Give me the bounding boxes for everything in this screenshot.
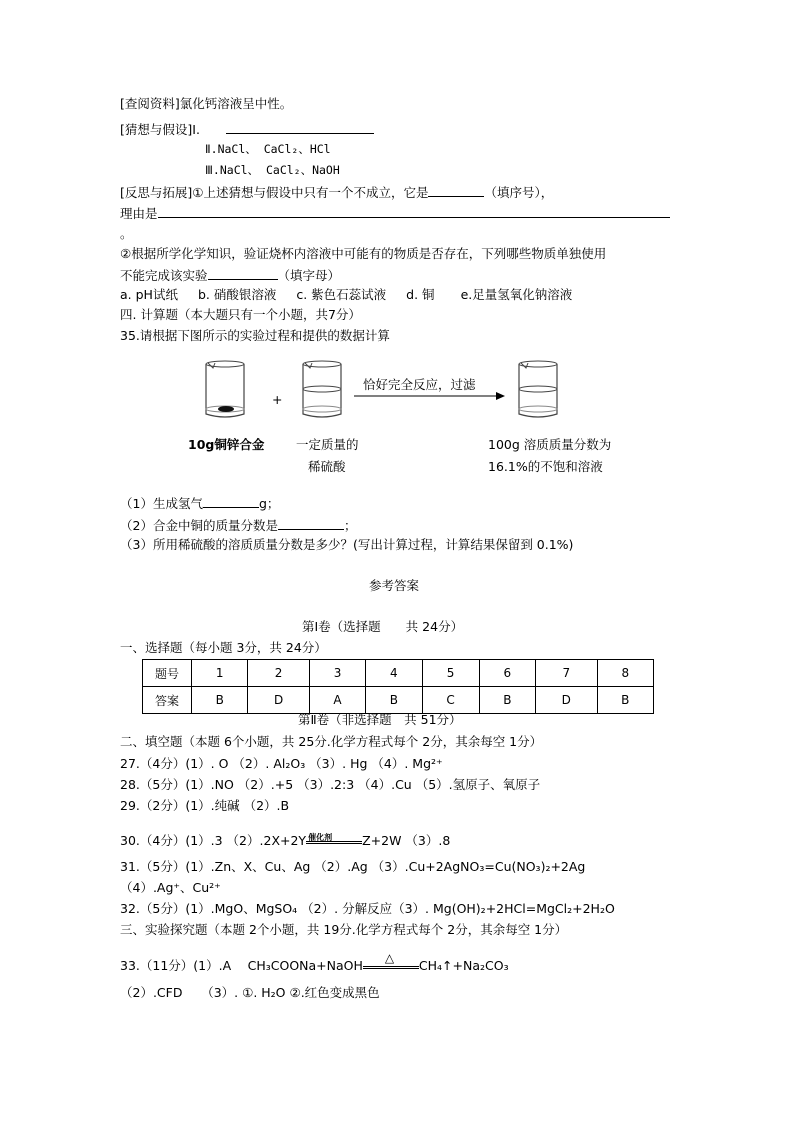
sub-question-1 [120, 494, 279, 512]
reflection-2-line1: ②根据所学化学知识，验证烧杯内溶液中可能有的物质是否存在，下列哪些物质单独使用 [120, 246, 607, 261]
table-cell: 3 [309, 660, 365, 687]
hypothesis-3: Ⅲ.NaCl、 CaCl₂、NaOH [205, 163, 340, 177]
hypothesis-2: Ⅱ.NaCl、 CaCl₂、HCl [205, 142, 331, 156]
arrow-label: 恰好完全反应，过滤 [363, 377, 476, 392]
hypothesis-1 [120, 120, 374, 138]
reflection-hint: （填字母） [277, 268, 341, 283]
table-cell: 5 [422, 660, 479, 687]
options-line [120, 287, 572, 303]
table-cell: 8 [597, 660, 653, 687]
plus-sign: + [272, 392, 283, 407]
caption-alloy: 10g铜锌合金 [188, 437, 265, 452]
table-row [143, 687, 654, 714]
reason-label: 理由是 [120, 206, 158, 221]
punct: ； [343, 518, 357, 533]
table-cell: D [536, 687, 597, 714]
caption-solution-2: 16.1%的不饱和溶液 [488, 459, 603, 474]
table-row [143, 660, 654, 687]
option-a: a. pH试纸 [120, 287, 178, 302]
answer-text: Z+2W （3）.8 [362, 833, 451, 848]
answer-text: CH₄↑+Na₂CO₃ [418, 958, 509, 973]
answer-33 [120, 950, 509, 975]
answer-blank[interactable] [278, 516, 344, 530]
volume-2-heading: 第Ⅱ卷（非选择题 共 51分） [298, 712, 462, 727]
catalyst-label: 催化剂 [308, 832, 333, 842]
heat-symbol: △ [384, 950, 395, 965]
hypothesis-label: [猜想与假设]Ⅰ. [120, 122, 200, 137]
answer-28: 28.（5分）(1）.NO （2）.+5 （3）.2:3 （4）.Cu （5）.氢原子、氧原子 [120, 777, 541, 792]
table-cell: A [309, 687, 365, 714]
caption-acid-2: 稀硫酸 [308, 459, 346, 474]
row-label: 题号 [143, 660, 192, 687]
row-label: 答案 [143, 687, 192, 714]
answers-title: 参考答案 [369, 578, 420, 593]
period: 。 [120, 226, 133, 241]
beaker-acid-icon [297, 358, 347, 420]
catalyst-equals [306, 834, 362, 850]
reason-line [120, 204, 670, 222]
table-cell: 2 [248, 660, 309, 687]
table-cell: 7 [536, 660, 597, 687]
section-3-heading: 三、实验探究题（本题 2个小题，共 19分.化学方程式每个 2分，其余每空 1分） [120, 922, 568, 937]
table-cell: 4 [366, 660, 422, 687]
answer-text: 30.（4分）(1）.3 （2）.2X+2Y [120, 833, 307, 848]
beaker-solution-icon [513, 358, 563, 420]
answer-27: 27.（4分）(1）. O （2）. Al₂O₃ （3）. Hg （4）. Mg²⁺ [120, 756, 443, 771]
caption-solution-1: 100g 溶质质量分数为 [488, 437, 612, 452]
answer-blank[interactable] [158, 204, 670, 218]
table-cell: 1 [192, 660, 248, 687]
answer-blank[interactable] [203, 494, 259, 508]
option-e: e.足量氢氧化钠溶液 [460, 287, 573, 302]
answer-31-part4: （4）.Ag⁺、Cu²⁺ [120, 880, 221, 895]
option-c: c. 紫色石蕊试液 [296, 287, 387, 302]
sub-question-text: （1）生成氢气 [120, 496, 203, 511]
unit: g； [258, 496, 280, 511]
table-cell: B [597, 687, 653, 714]
answer-29: 29.（2分）(1）.纯碱 （2）.B [120, 798, 290, 813]
volume-1-heading: 第Ⅰ卷（选择题 共 24分） [302, 619, 464, 634]
reflection-1 [120, 183, 553, 201]
sub-question-3: （3）所用稀硫酸的溶质质量分数是多少？(写出计算过程，计算结果保留到 0.1%) [120, 537, 574, 552]
table-cell: B [366, 687, 422, 714]
table-cell: B [192, 687, 248, 714]
table-cell: 6 [479, 660, 535, 687]
sub-question-text: （2）合金中铜的质量分数是 [120, 518, 278, 533]
answer-31: 31.（5分）(1）.Zn、X、Cu、Ag （2）.Ag （3）.Cu+2AgNO₃=Cu(NO₃)₂+2Ag [120, 859, 586, 874]
answer-blank[interactable] [208, 266, 278, 280]
question-35: 35.请根据下图所示的实验过程和提供的数据计算 [120, 328, 390, 343]
reflection-text: 不能完成该实验 [120, 268, 208, 283]
heat-equals [363, 950, 419, 975]
section-4-heading: 四. 计算题（本大题只有一个小题，共7分） [120, 307, 361, 322]
answer-30 [120, 833, 450, 850]
option-d: d. 铜 [406, 287, 435, 302]
table-cell: B [479, 687, 535, 714]
caption-acid-1: 一定质量的 [296, 437, 359, 452]
data-reference: [查阅资料]氯化钙溶液呈中性。 [120, 96, 293, 111]
reaction-arrow-icon [350, 390, 510, 402]
option-b: b. 硝酸银溶液 [197, 287, 277, 302]
table-cell: C [422, 687, 479, 714]
sub-question-2 [120, 516, 356, 534]
answer-text: 33.（11分）(1）.A CH₃COONa+NaOH [120, 958, 363, 973]
reflection-2-line2 [120, 266, 340, 284]
reflection-hint: （填序号）， [484, 185, 554, 200]
answer-33-parts: （2）.CFD （3）. ①. H₂O ②.红色变成黑色 [120, 985, 380, 1000]
beaker-alloy-icon [200, 358, 250, 420]
reflection-text: [反思与拓展]①上述猜想与假设中只有一个不成立，它是 [120, 185, 429, 200]
section-2-heading: 二、填空题（本题 6个小题，共 25分.化学方程式每个 2分，其余每空 1分） [120, 734, 543, 749]
answer-32: 32.（5分）(1）.MgO、MgSO₄ （2）. 分解反应（3）. Mg(OH)₂+2HCl=MgCl₂+2H₂O [120, 901, 615, 916]
section-1-heading: 一、选择题（每小题 3分，共 24分） [120, 640, 327, 655]
answer-blank[interactable] [428, 183, 484, 197]
table-cell: D [248, 687, 309, 714]
answer-table [142, 659, 654, 714]
answer-blank[interactable] [226, 120, 374, 134]
